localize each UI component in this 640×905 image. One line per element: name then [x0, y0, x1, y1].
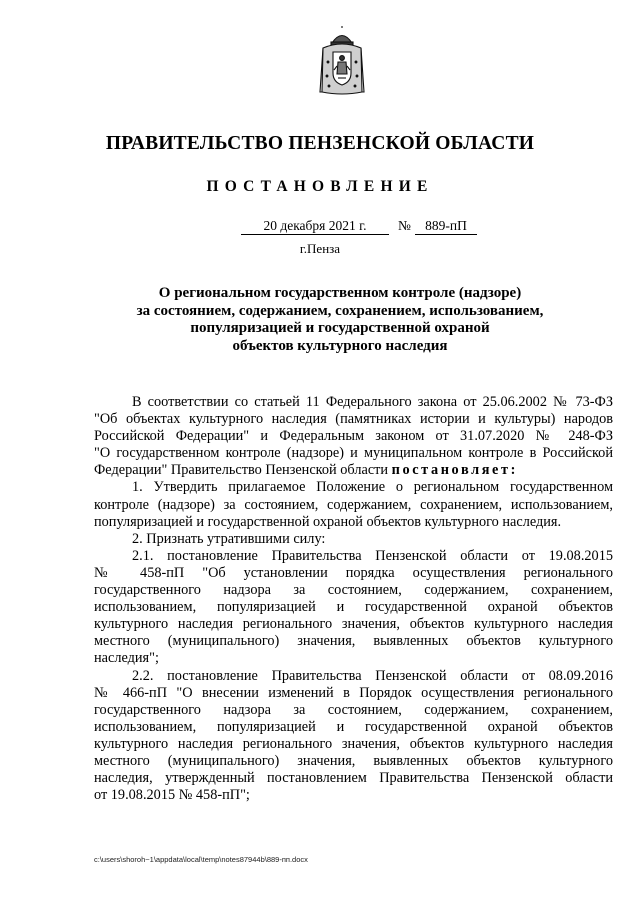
subject-line: О региональном государственном контроле (надзоре) — [158, 285, 522, 301]
body-line: "О государственном контроле (надзоре) и муниципальном контроле в Российской — [94, 445, 613, 462]
subject-line: объектов культурного наследия — [232, 337, 448, 354]
body-line: 2.2. постановление Правительства Пензенской области от 08.09.2016 — [132, 667, 613, 684]
document-number: 889-пП — [415, 217, 477, 235]
coat-of-arms-icon — [318, 26, 366, 96]
body-line: 1. Утвердить прилагаемое Положение о региональном государственном — [132, 479, 613, 496]
organization-title: ПРАВИТЕЛЬСТВО ПЕНЗЕНСКОЙ ОБЛАСТИ — [105, 133, 535, 154]
body-line: наследия"; — [94, 650, 159, 667]
city: г.Пенза — [299, 241, 341, 256]
item-1-paragraph — [94, 479, 613, 530]
body-line: культурного наследия регионального значения, объектов культурного наследия — [94, 735, 613, 752]
body-line: "Об объектах культурного наследия (памятниках истории и культуры) народов — [94, 411, 613, 428]
number-sign: № — [398, 218, 411, 233]
date-number-row — [0, 217, 640, 237]
body-line: от 19.08.2015 № 458-пП"; — [94, 787, 250, 804]
subject-line: популяризацией и государственной охраной — [190, 320, 490, 337]
subject-line: за состоянием, содержанием, сохранением, использованием, — [136, 302, 544, 319]
document-subject — [120, 285, 560, 355]
body-line: № 466-пП "О внесении изменений в Порядок осуществления регионального — [94, 684, 613, 701]
body-line: наследия, утвержденный постановлением Правительства Пензенской области — [94, 770, 613, 787]
body-line: популяризацией и государственной охраной объектов культурного наследия. — [94, 513, 562, 530]
item-2-paragraph — [94, 531, 613, 548]
body-line: контроле (надзоре) за состоянием, содержанием, сохранением, использованием, — [94, 496, 613, 513]
body-line: культурного наследия регионального значения, объектов культурного наследия — [94, 616, 613, 633]
item-2-2-paragraph — [94, 668, 613, 805]
document-body — [94, 394, 613, 804]
body-line: 2. Признать утратившими силу: — [132, 530, 326, 547]
file-path-footer: c:\users\shoroh~1\appdata\local\temp\notes87944b\889-пп.docx — [94, 855, 308, 864]
body-line: государственного надзора за состоянием, содержанием, сохранением, — [94, 582, 613, 599]
body-line-text: Федерации" Правительство Пензенской области — [94, 462, 392, 479]
body-line: государственного надзора за состоянием, содержанием, сохранением, — [94, 701, 613, 718]
body-line: 2.1. постановление Правительства Пензенской области от 19.08.2015 — [132, 547, 613, 564]
body-line: местного (муниципального) значения, выявленных объектов культурного — [94, 752, 613, 769]
body-line: В соответствии со статьей 11 Федерального закона от 25.06.2002 № 73-ФЗ — [132, 394, 613, 410]
body-line: Российской Федерации" и Федеральным законом от 31.07.2020 № 248-ФЗ — [94, 428, 613, 445]
preamble-paragraph — [94, 394, 613, 479]
document-type: ПОСТАНОВЛЕНИЕ — [206, 178, 434, 195]
body-line: местного (муниципального) значения, выявленных объектов культурного — [94, 633, 613, 650]
body-line: использованием, популяризацией и государственной охраной объектов — [94, 599, 613, 616]
item-2-1-paragraph — [94, 548, 613, 668]
document-date: 20 декабря 2021 г. — [241, 217, 389, 235]
resolves-word: постановляет: — [391, 462, 518, 479]
body-line — [94, 462, 613, 479]
body-line: № 458-пП "Об установлении порядка осуществления регионального — [94, 564, 613, 581]
body-line: использованием, популяризацией и государственной охраной объектов — [94, 718, 613, 735]
